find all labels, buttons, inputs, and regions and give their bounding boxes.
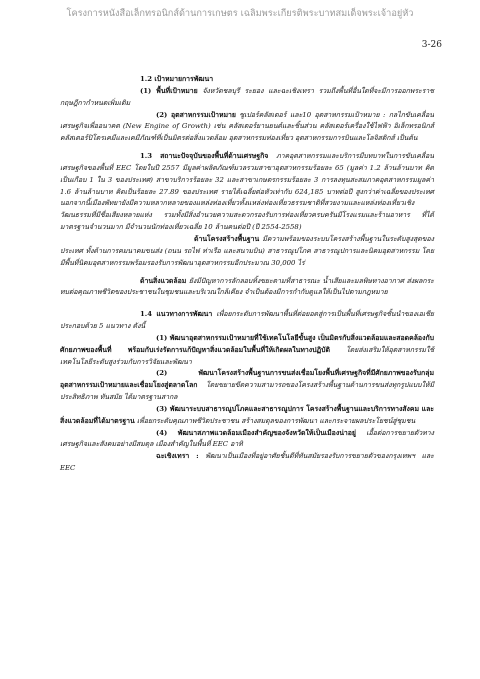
paragraph-chachoengsao [60,451,434,475]
approach-item [60,368,434,404]
paragraph-target-area [60,86,434,110]
heading-1-2 [60,74,434,86]
environment-text: ยังมีปัญหาการลักลอบทิ้งขยะตามที่สาธารณะ น้ำเสียและมลพิษทางอากาศ ส่งผลกระทบต่อคุณภาพชีวิตของประชาชนในชุมชนและบริเวณใกล้เคียง จำเป็นต้องมีการกำกับดูแลให้เป็นไปตามกฎหมาย [60,276,434,297]
chachoengsao-label: ฉะเชิงเทรา : [156,452,199,461]
page-number: 3-26 [421,40,442,50]
approach-item-text: เอื้อต่อการขยายตัวทางเศรษฐกิจและสังคมอย่างมีสมดุล เมืองสำคัญในพื้นที่ EEC อาทิ [60,428,434,449]
current-status-text: ภาคอุตสาหกรรมและบริการมีบทบาทในการขับเคลื่อนเศรษฐกิจของพื้นที่ EEC โดยในปี 2557 มีมูลค่าผลิตภัณฑ์มวลรวมสาขาอุตสาหกรรมร้อยละ 65 (มูลค่า 1.2 ล้านล้านบาท คิดเป็นเกือบ 1 ใน 3 ของประเทศ) สาขาบริการร้อยละ 32 และสาขาเกษตรกรรมร้อยละ 3 การลงทุนสะสมภาคอุตสาหกรรมมูลค่า 1.6 ล้านล้านบาท คิดเป็นร้อยละ 27.89 ของประเทศ รายได้เฉลี่ยต่อหัวเท่ากับ 624,185 บาทต่อปี สูงกว่าค่าเฉลี่ยของประเทศนอกจากนี้เมืองพัทยายังมีความหลากหลายของแหล่งท่องเที่ยวทั้งแหล่งท่องเที่ยวธรรมชาติที่สวยงามและแหล่งท่องเที่ยวเชิงวัฒนธรรมที่มีชื่อเสียงหลายแห่ง รวมทั้งมีสิ่งอำนวยความสะดวกรองรับการท่องเที่ยวครบครันมีโรงแรมและร้านอาหาร ที่ได้มาตรฐานจำนวนมาก มีจำนวนนักท่องเที่ยวเฉลี่ย 10 ล้านคนต่อปี (ปี 2554-2558) [60,152,434,232]
infrastructure-text: มีความพร้อมของระบบโครงสร้างพื้นฐานในระดับสูงสุดของประเทศ ทั้งด้านการคมนาคมขนส่ง (ถนน รถไฟ ท่าเรือ และสนามบิน) สาธารณูปโภค สาธารณูปการและนิคมอุตสาหกรรม โดยมีพื้นที่นิคมอุตสาหกรรมพร้อมรองรับการพัฒนาอุตสาหกรรมอีกประมาณ 30,000 ไร่ [60,234,434,267]
approach-item-text: โดยส่งเสริมให้อุตสาหกรรมใช้เทคโนโลยีระดับสูงร่วมกับการวิจัยและพัฒนา [60,345,434,366]
development-approach-text: เพื่อยกระดับการพัฒนาพื้นที่ต่อยอดสู่การเป็นพื้นที่เศรษฐกิจชั้นนำของเอเชีย ประกอบด้วย 5 แนวทาง ดังนี้ [60,310,434,331]
environment-label: ด้านสิ่งแวดล้อม [140,276,187,285]
approach-item-label: (2) พัฒนาโครงสร้างพื้นฐานการขนส่งเชื่อมโยงพื้นที่เศรษฐกิจที่มีศักยภาพของรับกลุ่มอุตสาหกรรมเป้าหมายและเชื่อมโยงสู่ตลาดโลก [60,369,434,390]
approach-item-text: เพื่อยกระดับคุณภาพชีวิตประชาชน สร้างสมดุลของการพัฒนา และกระจายผลประโยชน์สู่ชุมชน [136,416,416,425]
approach-item [60,428,434,452]
approach-item-label: (4) พัฒนาสภาพแวดล้อมเมืองสำคัญของจังหวัดให้เป็นเมืองน่าอยู่ [156,428,356,437]
running-header: โครงการหนังสือเล็กทรอนิกส์ด้านการเกษตร เฉลิมพระเกียรติพระบาทสมเด็จพระเจ้าอยู่หัว [66,8,414,19]
target-industry-label: (2) อุตสาหกรรมเป้าหมาย [156,110,236,119]
approach-item-label: (3) พัฒนาระบบสาธารณูปโภคและสาธารณูปการ โครงสร้างพื้นฐานและบริการทางสังคม และสิ่งแวดล้อมที่ได้มาตรฐาน [60,404,434,425]
chachoengsao-text: พัฒนาเป็นเมืองที่อยู่อาศัยชั้นดีที่ทันสมัยรองรับการขยายตัวของกรุงเทพฯ และ EEC [60,452,434,473]
document-body [60,68,434,475]
target-area-label: (1) พื้นที่เป้าหมาย [140,86,198,95]
approach-item [60,333,434,369]
approach-item-label: (1) พัฒนาอุตสาหกรรมเป้าหมายที่ใช้เทคโนโลยีขั้นสูง เป็นมิตรกับสิ่งแวดล้อมและสอดคล้องกับศักยภาพของพื้นที่ พร้อมกับเร่งรัดการแก้ปัญหาสิ่งแวดล้อมในพื้นที่ให้เกิดผลในทางปฏิบัติ [60,333,434,354]
infrastructure-label: ด้านโครงสร้างพื้นฐาน [194,234,260,243]
heading-1-3-text: 1.3 สถานะปัจจุบันของพื้นที่ด้านเศรษฐกิจ [140,152,269,161]
paragraph-current-status [60,151,434,234]
target-area-text: จังหวัดชลบุรี ระยอง และฉะเชิงเทรา รวมถึงพื้นที่อื่นใดที่จะมีการออกพระราชกฤษฎีกากำหนดเพิ่มเติม [60,86,434,107]
paragraph-infrastructure [60,234,434,270]
approach-item-text: โดยขยายขีดความสามารถของโครงสร้างพื้นฐานด้านการขนส่งทุกรูปแบบให้มีประสิทธิภาพ ทันสมัย ได้มาตรฐานสากล [60,381,434,402]
approach-item [60,404,434,428]
paragraph-environment [60,276,434,300]
paragraph-target-industry [60,110,434,146]
target-industry-text: ซูเปอร์คลัสเตอร์ และ10 อุตสาหกรรมเป้าหมาย : กลไกขับเคลื่อนเศรษฐกิจเพื่ออนาคต (New Engine of Growth) เช่น คลัสเตอร์ยานยนต์และชิ้นส่วน คลัสเตอร์เครื่องใช้ไฟฟ้า อิเล็กทรอนิกส์ คลัสเตอร์ปิโตรเคมีและเคมีภัณฑ์ที่เป็นมิตรต่อสิ่งแวดล้อม อุตสาหกรรมท่องเที่ยว อุตสาหกรรมการบินและโลจิสติกส์ เป็นต้น [60,110,434,143]
heading-1-4-text: 1.4 แนวทางการพัฒนา [140,310,213,319]
paragraph-development-approach [60,309,434,333]
heading-1-2-text: 1.2 เป้าหมายการพัฒนา [140,75,214,83]
